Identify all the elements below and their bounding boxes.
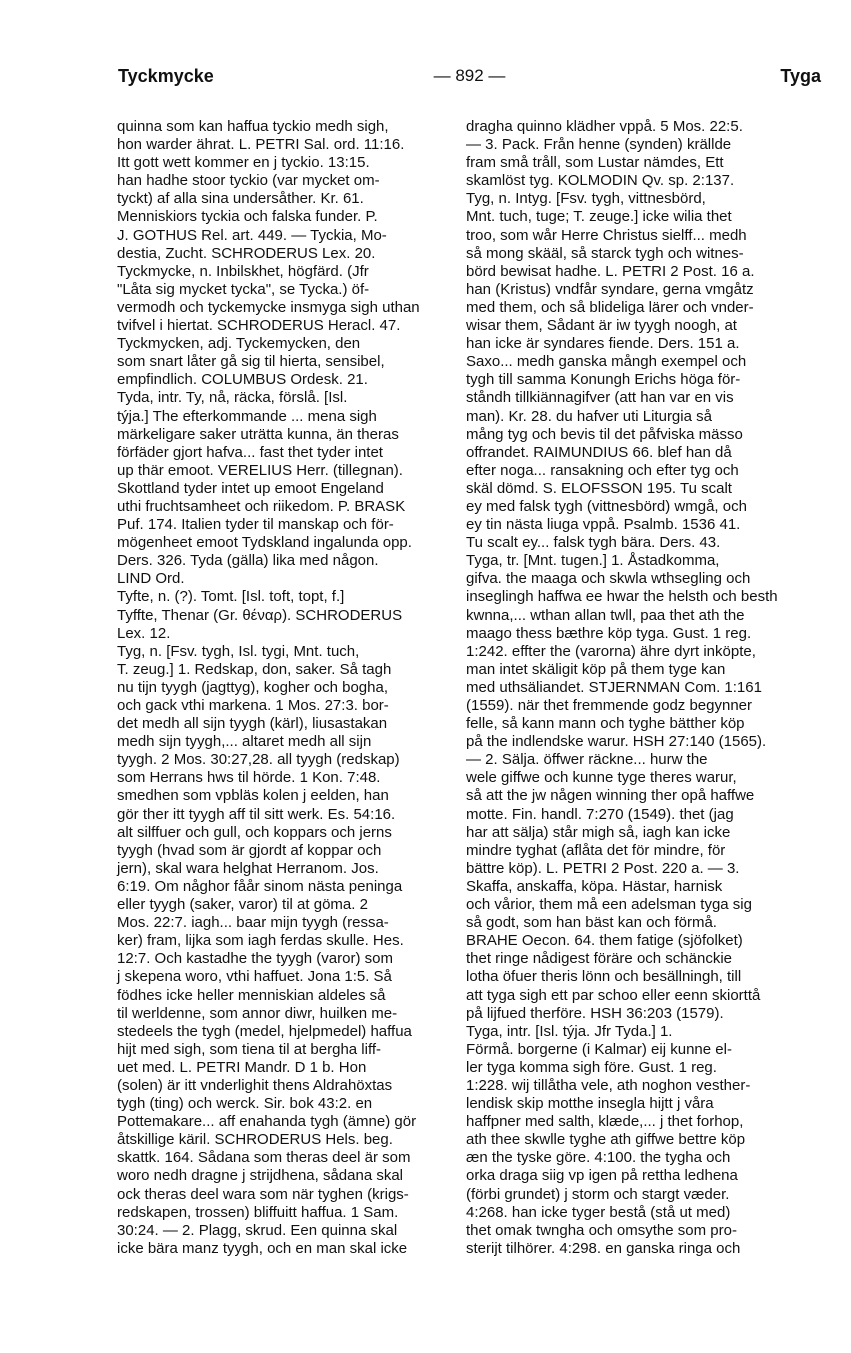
text-line: Tyffte, Thenar (Gr. θέναρ). SCHRODERUS	[117, 606, 403, 624]
text-line: födhes icke heller menniskian aldeles så	[117, 986, 386, 1004]
text-line: 6:19. Om någhor fåår sinom nästa peninga	[117, 877, 403, 895]
text-line: mögenheet emoot Tydskland ingalunda opp.	[117, 534, 412, 552]
text-line: offrandet. RAIMUNDIUS 66. blef han då	[466, 443, 732, 461]
text-line: wele giffwe och kunne tyge theres warur,	[466, 769, 737, 787]
text-line: empfindlich. COLUMBUS Ordesk. 21.	[117, 371, 368, 389]
text-line: skattk. 164. Sådana som theras deel är som	[117, 1149, 411, 1167]
text-line: han (Kristus) vndfår syndare, gerna vmgåtz	[466, 280, 754, 298]
text-line: så att the jw någen winning ther opå haffwe	[466, 787, 755, 805]
text-line: förfäder gjort hafva... fast thet tyder intet	[117, 443, 383, 461]
text-line: med them, och så blideliga lärer och vnder-	[466, 298, 754, 316]
text-line: haffpner med salth, klæde,... j thet forhop,	[466, 1113, 744, 1131]
text-line: efter noga... ransakning och efter tyg och	[466, 461, 739, 479]
text-line: uthi fruchtsamheet och riikedom. P. BRASK	[117, 497, 406, 515]
text-line: Mnt. tuch, tuge; T. zeuge.] icke wilia thet	[466, 208, 732, 226]
text-line: börd bewisat hadhe. L. PETRI 2 Post. 16 a.	[466, 262, 755, 280]
text-line: týja.] The efterkommande ... mena sigh	[117, 407, 377, 425]
text-line: som snart låter gå sig til hierta, sensibel,	[117, 353, 385, 371]
text-line: tyygh. 2 Mos. 30:27,28. all tyygh (redskap)	[117, 751, 400, 769]
text-line: Itt gott wett kommer en j tyckio. 13:15.	[117, 154, 370, 172]
text-line: på lijfued therföre. HSH 36:203 (1579).	[466, 1004, 724, 1022]
text-line: thet omak twngha och omsythe som pro-	[466, 1221, 737, 1239]
text-line: redskapen, trossen) bliffuitt haffua. 1 Sam.	[117, 1203, 399, 1221]
text-line: woro nedh dragne j strijdhena, sådana skal	[117, 1167, 404, 1185]
text-line: j skepena woro, vthi haffuet. Jona 1:5. Så	[117, 968, 392, 986]
text-line: Puf. 174. Italien tyder til manskap och för-	[117, 516, 394, 534]
text-line: Ders. 326. Tyda (gälla) lika med någon.	[117, 552, 379, 570]
text-line: märkeligare saker uträtta kunna, än theras	[117, 425, 399, 443]
text-line: ock theras deel wara som när tyghen (krigs-	[117, 1185, 409, 1203]
text-line: Tyg, n. Intyg. [Fsv. tygh, vittnesbörd,	[466, 190, 706, 208]
text-line: smedhen som vpbläs kolen j eelden, han	[117, 787, 389, 805]
text-line: det medh all sijn tyygh (kärl), liusastakan	[117, 715, 388, 733]
text-line: uet med. L. PETRI Mandr. D 1 b. Hon	[117, 1058, 367, 1076]
text-line: ey tin nästa liuga vppå. Psalmb. 1536 41.	[466, 516, 741, 534]
text-line: och vårior, them må een adelsman tyga sig	[466, 896, 752, 914]
text-line: mindre tyghat (aflåta det för mindre, för	[466, 841, 726, 859]
text-line: BRAHE Oecon. 64. them fatige (sjöfolket)	[466, 932, 743, 950]
running-header	[118, 66, 821, 94]
text-line: 1:242. effter the (varorna) ähre dyrt inköpte,	[466, 642, 756, 660]
text-line: fram små tråll, som Lustar nämdes, Ett	[466, 154, 724, 172]
text-line: T. zeug.] 1. Redskap, don, saker. Så tagh	[117, 660, 392, 678]
text-line: LIND Ord.	[117, 570, 185, 588]
text-line: lotha öfuer theris lönn och besällningh, till	[466, 968, 742, 986]
text-line: ey med falsk tygh (vittnesbörd) wmgå, och	[466, 497, 747, 515]
header-last-entry: Tyga	[780, 66, 821, 86]
text-line: så godt, som han bäst kan och förmå.	[466, 914, 717, 932]
text-line: kwnna,... wthan allan twll, paa thet ath the	[466, 606, 745, 624]
text-line: så mong skääl, så starck tygh och witnes-	[466, 244, 744, 262]
text-line: felle, så kann mann och tyghe bätther köp	[466, 715, 745, 733]
text-line: Tyga, intr. [Isl. týja. Jfr Tyda.] 1.	[466, 1022, 673, 1040]
text-line: Tu scalt ey... falsk tygh bära. Ders. 43.	[466, 534, 721, 552]
text-line: Tyg, n. [Fsv. tygh, Isl. tygi, Mnt. tuch,	[117, 642, 360, 660]
text-line: ath thee skwlle tyghe ath giffwe bettre köp	[466, 1131, 746, 1149]
text-line: åtskillige käril. SCHRODERUS Hels. beg.	[117, 1131, 393, 1149]
text-line: skamlöst tyg. KOLMODIN Qv. sp. 2:137.	[466, 172, 735, 190]
text-line: troo, som wår Herre Christus sielff... medh	[466, 226, 747, 244]
text-line: har att sälja) står migh så, iagh kan icke	[466, 823, 731, 841]
text-line: man). Kr. 28. du hafver uti Liturgia så	[466, 407, 712, 425]
text-line: Pottemakare... aff enahanda tygh (ämne) gör	[117, 1113, 417, 1131]
text-line: Lex. 12.	[117, 624, 171, 642]
text-line: 1:228. wij tillåtha vele, ath noghon vesther-	[466, 1076, 751, 1094]
text-line: thet ringe nådigest föräre och schänckie	[466, 950, 732, 968]
text-line: quinna som kan haffua tyckio medh sigh,	[117, 118, 389, 135]
text-line: Förmå. borgerne (i Kalmar) eij kunne el-	[466, 1040, 732, 1058]
text-line: "Låta sig mycket tycka", se Tycka.) öf-	[117, 280, 370, 298]
text-line: — 3. Pack. Från henne (synden) krällde	[466, 136, 732, 154]
text-line: sterijt tilhörer. 4:298. en ganska ringa och	[466, 1239, 741, 1257]
text-line: vermodh och tyckemycke insmyga sigh uthan	[117, 298, 420, 316]
text-line: med uthsäliandet. STJERNMAN Com. 1:161	[466, 678, 762, 696]
text-line: gifva. the maaga och skwla wthsegling och	[466, 570, 751, 588]
text-line: hon warder ährat. L. PETRI Sal. ord. 11:16.	[117, 136, 405, 154]
text-line: tyygh (hvad som är gjordt af koppar och	[117, 841, 382, 859]
text-line: tvifvel i hiertat. SCHRODERUS Heracl. 47.	[117, 317, 401, 335]
text-line: Saxo... medh ganska mångh exempel och	[466, 353, 747, 371]
text-line: Menniskiors tyckia och falska funder. P.	[117, 208, 378, 226]
text-line: 12:7. Och kastadhe the tyygh (varor) som	[117, 950, 393, 968]
text-line: att tyga sigh ett par schoo eller eenn skiorttå	[466, 986, 761, 1004]
header-first-entry: Tyckmycke	[118, 66, 214, 86]
text-line: stedeels the tygh (medel, hjelpmedel) haffua	[117, 1022, 412, 1040]
text-line: skäl dömd. S. ELOFSSON 195. Tu scalt	[466, 479, 732, 497]
text-line: (förbi grundet) j storm och stargt væder.	[466, 1185, 730, 1203]
text-line: tygh till samma Konungh Erichs höga för-	[466, 371, 741, 389]
text-line: dragha quinno klädher vppå. 5 Mos. 22:5.	[466, 118, 743, 135]
text-line: destia, Zucht. SCHRODERUS Lex. 20.	[117, 244, 376, 262]
text-line: hijt med sigh, som tiena til at bergha liff-	[117, 1040, 382, 1058]
text-line: som Herrans hws til hörde. 1 Kon. 7:48.	[117, 769, 381, 787]
text-line: alt silffuer och gull, och koppars och jerns	[117, 823, 392, 841]
text-line: han hadhe stoor tyckio (var mycket om-	[117, 172, 380, 190]
text-line: motte. Fin. handl. 7:270 (1549). thet (jag	[466, 805, 734, 823]
left-column	[117, 118, 469, 1258]
text-line: och gack vthi markena. 1 Mos. 27:3. bor-	[117, 697, 389, 714]
text-line: han icke är syndares fiende. Ders. 151 a.	[466, 335, 740, 353]
text-line: up thär emoot. VERELIUS Herr. (tillegnan).	[117, 461, 403, 479]
text-line: æn the tyske göre. 4:100. the tygha och	[466, 1149, 731, 1167]
text-line: (solen) är itt vnderlighit thens Aldrahöxtas	[117, 1076, 393, 1094]
text-line: på the indlendske warur. HSH 27:140 (1565).	[466, 733, 767, 751]
text-line: orka draga siig vp igen på rettha ledhena	[466, 1167, 738, 1185]
text-line: Tyga, tr. [Mnt. tugen.] 1. Åstadkomma,	[466, 552, 720, 570]
text-line: tygh (ting) och werck. Sir. bok 43:2. en	[117, 1095, 373, 1113]
text-line: J. GOTHUS Rel. art. 449. — Tyckia, Mo-	[117, 226, 387, 244]
text-line: Mos. 22:7. iagh... baar mijn tyygh (ressa-	[117, 914, 389, 932]
text-line: gör ther itt tyygh aff til sitt werk. Es. 54:16.	[117, 805, 396, 823]
text-line: wisar them, Sådant är iw tyygh noogh, at	[466, 317, 737, 335]
text-line: tyckt) af alla sina undersåther. Kr. 61.	[117, 190, 364, 208]
text-line: icke bära manz tyygh, och en man skal icke	[117, 1239, 408, 1257]
text-line: (1559). när thet fremmende godz begynner	[466, 697, 753, 714]
text-line: Skottland tyder intet up emoot Engeland	[117, 479, 384, 497]
text-line: eller tyygh (saker, varor) til at göma. 2	[117, 896, 368, 914]
text-line: mång tyg och bevis til det påfviska mässo	[466, 425, 743, 443]
text-line: 4:268. han icke tyger bestå (stå ut med)	[466, 1203, 731, 1221]
text-line: 30:24. — 2. Plagg, skrud. Een quinna skal	[117, 1221, 398, 1239]
text-line: inseglingh haffwa ee hwar the helsth och besth	[466, 588, 778, 606]
text-line: Tyfte, n. (?). Tomt. [Isl. toft, topt, f.]	[117, 588, 345, 606]
text-line: ler tyga komma sigh före. Gust. 1 reg.	[466, 1058, 717, 1076]
text-line: ker) fram, lijka som iagh ferdas skulle. Hes.	[117, 932, 404, 950]
text-line: lendisk skip motthe insegla hijtt j våra	[466, 1095, 714, 1113]
right-column	[466, 118, 818, 1258]
text-line: man intet skäligit köp på them tyge kan	[466, 660, 726, 678]
text-line: ståndh tillkiännagifver (att han var en vis	[466, 389, 734, 407]
text-line: Tyckmycken, adj. Tyckemycken, den	[117, 335, 361, 353]
text-line: bättre köp). L. PETRI 2 Post. 220 a. — 3.	[466, 859, 740, 877]
text-line: Tyckmycke, n. Inbilskhet, högfärd. (Jfr	[117, 262, 369, 280]
text-line: Skaffa, anskaffa, köpa. Hästar, harnisk	[466, 877, 723, 895]
text-line: — 2. Sälja. öffwer räckne... hurw the	[466, 751, 708, 769]
text-line: jern), skal wara helghat Herranom. Jos.	[117, 859, 379, 877]
text-line: Tyda, intr. Ty, nå, räcka, förslå. [Isl.	[117, 389, 348, 407]
page-number: — 892 —	[433, 66, 506, 85]
text-line: maago thess bæthre köp tyga. Gust. 1 reg.	[466, 624, 752, 642]
text-line: nu tijn tyygh (jagttyg), kogher och bogha,	[117, 678, 388, 696]
text-line: medh sijn tyygh,... altaret medh all sijn	[117, 733, 372, 751]
text-line: til werldenne, som annor diwr, huilken me-	[117, 1004, 398, 1022]
